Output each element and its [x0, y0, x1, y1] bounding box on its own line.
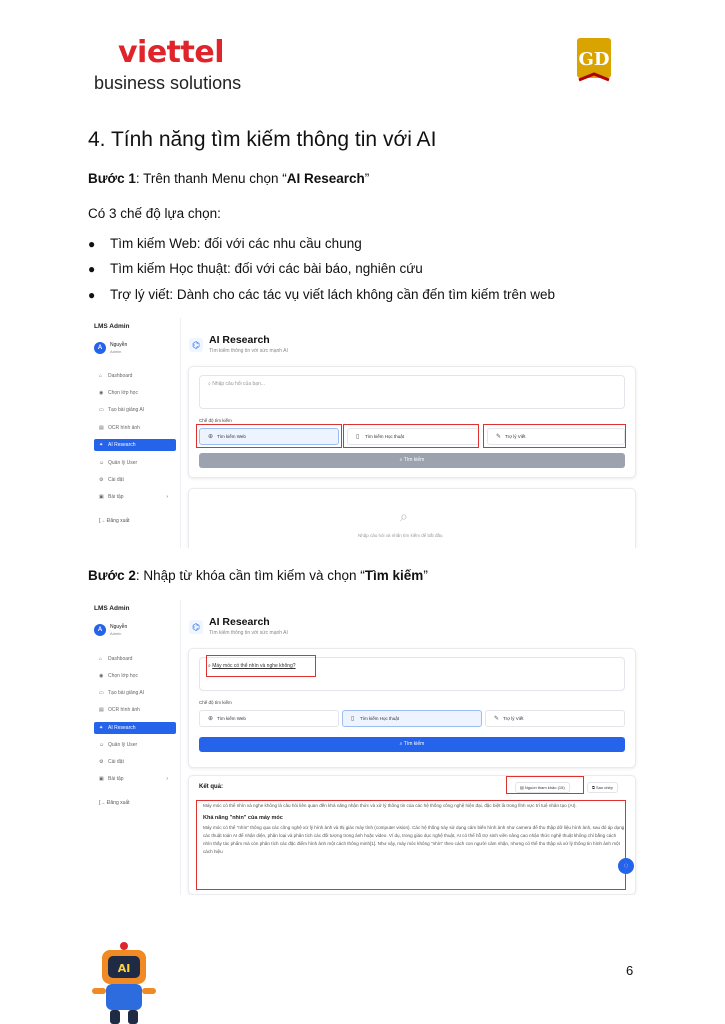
- eye-icon: ◉: [99, 390, 104, 396]
- search-card: [188, 366, 636, 478]
- empty-state-text: Nhập câu hỏi và nhấn tìm kiếm để bắt đầu: [358, 533, 443, 538]
- sidebar-item-label: Chọn lớp học: [108, 673, 138, 679]
- user-role: Admin: [110, 631, 122, 636]
- search-input[interactable]: [199, 375, 625, 409]
- logout-button[interactable]: [94, 800, 130, 806]
- sidebar-item-ocr[interactable]: [94, 422, 176, 434]
- sidebar-item-label: Cài đặt: [108, 477, 124, 483]
- mode-label-text: Tìm kiếm Web: [217, 434, 246, 439]
- step2-label: Bước 2: [88, 568, 136, 583]
- list-item-text: Trợ lý viết: Dành cho các tác vụ viết lách không cần đến tìm kiếm trên web: [110, 287, 556, 302]
- step1-end: ”: [364, 171, 370, 186]
- sidebar: [88, 600, 181, 895]
- list-item: [88, 235, 362, 253]
- mode-label-text: Trợ lý Viết: [505, 434, 526, 439]
- sidebar-item-label: AI Research: [108, 442, 136, 448]
- user-name: Nguyễn: [110, 624, 128, 630]
- sidebar: [88, 318, 181, 548]
- page-title: AI Research: [209, 334, 270, 346]
- sidebar-item-dashboard[interactable]: [94, 653, 176, 665]
- highlight-box: [196, 800, 626, 890]
- section-title: 4. Tính năng tìm kiếm thông tin với AI: [88, 128, 437, 151]
- sidebar-item-exercises[interactable]: [94, 773, 176, 785]
- search-button-label: Tìm kiếm: [403, 741, 425, 747]
- bullet-dot: ●: [88, 262, 96, 276]
- step2-bold: Tìm kiếm: [364, 568, 424, 583]
- sidebar-item-label: Tạo bài giảng AI: [108, 690, 145, 696]
- gear-icon: ⚙: [99, 759, 104, 765]
- viettel-tagline: business solutions: [94, 73, 242, 93]
- clipboard-icon: ▣: [99, 776, 104, 782]
- logout-button[interactable]: [94, 518, 130, 524]
- users-icon: ☺: [99, 460, 105, 466]
- mode-label-text: Trợ lý Viết: [503, 716, 524, 721]
- partner-logo-text: GD: [578, 49, 610, 70]
- mode-label-text: Tìm kiếm Web: [217, 716, 246, 721]
- screenshot-ai-research-result: [88, 600, 638, 895]
- avatar[interactable]: A: [94, 342, 106, 354]
- sidebar-item-ai-research[interactable]: [94, 722, 176, 734]
- modes-intro: Có 3 chế độ lựa chọn:: [88, 206, 221, 221]
- search-icon: ⌕: [399, 457, 404, 463]
- search-button[interactable]: [199, 737, 625, 752]
- sidebar-item-classes[interactable]: [94, 387, 176, 399]
- app-title: LMS Admin: [94, 323, 130, 330]
- book-icon: ▭: [99, 690, 104, 696]
- user-role: Admin: [110, 349, 122, 354]
- search-button[interactable]: [199, 453, 625, 468]
- list-item: [88, 286, 555, 304]
- step1-text: [88, 170, 369, 188]
- chat-icon: ◌: [623, 861, 629, 870]
- globe-icon: ⊕: [208, 716, 214, 722]
- chevron-right-icon: ›: [166, 776, 168, 782]
- search-button-label: Tìm kiếm: [403, 457, 425, 463]
- step1-label: Bước 1: [88, 171, 136, 186]
- viettel-logo: viettel: [118, 35, 224, 70]
- sources-button-label: Nguồn tham khảo (15): [524, 785, 565, 790]
- step2-body: : Nhập từ khóa cần tìm kiếm và chọn “: [135, 568, 365, 583]
- mode-writer-button[interactable]: [485, 710, 625, 727]
- pen-icon: ✎: [494, 716, 500, 722]
- sidebar-item-users[interactable]: [94, 739, 176, 751]
- book-open-icon: ▯: [356, 434, 360, 440]
- sidebar-item-label: Cài đặt: [108, 759, 124, 765]
- sidebar-item-label: Bài tập: [108, 494, 124, 500]
- svg-text:AI: AI: [117, 962, 131, 975]
- bullet-dot: ●: [88, 288, 96, 302]
- highlight-box: [206, 655, 316, 677]
- sidebar-item-label: Quản lý User: [108, 460, 138, 466]
- result-heading: Khả năng "nhìn" của máy móc: [203, 815, 283, 821]
- search-icon: ⌕: [399, 741, 404, 747]
- sidebar-item-settings[interactable]: [94, 756, 176, 768]
- book-open-icon: ▯: [351, 716, 355, 722]
- dashboard-icon: ⌂: [99, 656, 103, 662]
- page-subtitle: Tìm kiếm thông tin với sức mạnh AI: [209, 630, 288, 636]
- step1-body: : Trên thanh Menu chọn “: [135, 171, 287, 186]
- partner-logo: [575, 36, 613, 84]
- screenshot-ai-research-empty: [88, 318, 638, 548]
- eye-icon: ◉: [99, 673, 104, 679]
- highlight-box: [483, 424, 626, 448]
- robot-icon: ⌬: [189, 338, 203, 352]
- step1-bold: AI Research: [286, 171, 365, 186]
- page-title: AI Research: [209, 616, 270, 628]
- list-item: [88, 260, 423, 278]
- chevron-right-icon: ›: [166, 494, 168, 500]
- copy-icon: ⧉: [592, 785, 596, 790]
- user-name: Nguyễn: [110, 342, 128, 348]
- page-subtitle: Tìm kiếm thông tin với sức mạnh AI: [209, 348, 288, 354]
- sidebar-item-label: Chọn lớp học: [108, 390, 138, 396]
- sparkle-icon: ✦: [99, 725, 104, 731]
- dashboard-icon: ⌂: [99, 373, 103, 379]
- mode-web-button[interactable]: [199, 710, 339, 727]
- sidebar-item-users[interactable]: [94, 457, 176, 469]
- empty-state-card: [188, 488, 636, 548]
- copy-button-label: Sao chép: [595, 785, 613, 790]
- robot-icon: ⌬: [189, 620, 203, 634]
- result-paragraph: Máy móc có thể "nhìn" thông qua các công nghệ xử lý hình ảnh và thị giác máy tính (computer vision). Các hệ thống này sử dụng cảm biến hình ảnh như camera để thu thập dữ liệu hình ảnh, sau đó áp dụng các thuật toán AI để nhận diện, phân loại và phân tích các đối tượng trong ảnh hoặc video. Ví dụ, trong giáo dục nghệ thuật, AI có thể hỗ trợ sinh viên nâng cao nhận thức nghệ thuật không chỉ bằng cách nhìn thấy tác phẩm mà còn phân tích các đặc điểm hình ảnh một cách thông minh[1]. Như vậy, máy móc không "nhìn" theo cách con người cảm nhận, nhưng có thể thu thập và xử lý thông tin hình ảnh một cách hiệu: [203, 825, 625, 854]
- mascot-illustration: [84, 940, 164, 1024]
- sidebar-item-settings[interactable]: [94, 474, 176, 486]
- highlight-box: [506, 776, 584, 794]
- sidebar-item-ai-lecture[interactable]: [94, 687, 176, 699]
- mode-academic-button[interactable]: [342, 710, 482, 727]
- logout-icon: [→: [99, 518, 107, 524]
- logout-icon: [→: [99, 800, 107, 806]
- list-item-text: Tìm kiếm Học thuật: đối với các bài báo, nghiên cứu: [110, 261, 423, 276]
- sidebar-item-dashboard[interactable]: [94, 370, 176, 382]
- gear-icon: ⚙: [99, 477, 104, 483]
- page-number: 6: [626, 963, 634, 978]
- mode-label: Chế độ tìm kiếm: [199, 418, 232, 423]
- search-icon: ⌕: [208, 381, 213, 387]
- copy-button[interactable]: [587, 782, 618, 793]
- highlight-box: [343, 424, 479, 448]
- bullet-dot: ●: [88, 237, 96, 251]
- app-title: LMS Admin: [94, 605, 130, 612]
- sidebar-item-label: Tạo bài giảng AI: [108, 407, 145, 413]
- clipboard-icon: ▣: [99, 494, 104, 500]
- search-query-value: Máy móc có thể nhìn và nghe không?: [212, 663, 296, 669]
- document-icon: ▤: [520, 785, 525, 790]
- step2-end: ”: [423, 568, 428, 583]
- result-label: Kết quả:: [199, 784, 223, 790]
- avatar[interactable]: A: [94, 624, 106, 636]
- sidebar-item-label: Bài tập: [108, 776, 124, 782]
- mode-label-text: Tìm kiếm Học thuật: [365, 434, 405, 439]
- globe-icon: ⊕: [208, 434, 214, 440]
- sidebar-item-ai-lecture[interactable]: [94, 404, 176, 416]
- pen-icon: ✎: [496, 434, 502, 440]
- mode-label-text: Tìm kiếm Học thuật: [360, 716, 400, 721]
- sidebar-item-label: OCR hình ảnh: [108, 707, 140, 713]
- sidebar-item-ai-research[interactable]: [94, 439, 176, 451]
- search-icon: ⌕: [400, 508, 408, 524]
- sidebar-item-label: OCR hình ảnh: [108, 425, 140, 431]
- sparkle-icon: ✦: [99, 442, 104, 448]
- search-placeholder: Nhập câu hỏi của bạn...: [212, 381, 266, 387]
- highlight-box: [196, 424, 342, 448]
- book-icon: ▭: [99, 407, 104, 413]
- search-icon: ⌕: [208, 663, 213, 669]
- logout-label: Đăng xuất: [106, 800, 130, 806]
- sidebar-item-ocr[interactable]: [94, 704, 176, 716]
- sidebar-item-label: Dashboard: [108, 373, 133, 379]
- sidebar-item-label: Dashboard: [108, 656, 133, 662]
- sidebar-item-label: Quản lý User: [108, 742, 138, 748]
- step2-text: [88, 567, 428, 585]
- logout-label: Đăng xuất: [106, 518, 130, 524]
- result-intro: Máy móc có thể nhìn và nghe không là câu hỏi liên quan đến khả năng nhận thức và xử lý thông tin của các hệ thống công nghệ hiện đại, đặc biệt là trong lĩnh vực trí tuệ nhân tạo (AI).: [203, 803, 577, 808]
- mode-label: Chế độ tìm kiếm: [199, 700, 232, 705]
- sidebar-item-exercises[interactable]: [94, 491, 176, 503]
- list-item-text: Tìm kiếm Web: đối với các nhu cầu chung: [110, 236, 362, 251]
- users-icon: ☺: [99, 742, 105, 748]
- sidebar-item-classes[interactable]: [94, 670, 176, 682]
- document-icon: ▤: [99, 707, 104, 713]
- sidebar-item-label: AI Research: [108, 725, 136, 731]
- document-icon: ▤: [99, 425, 104, 431]
